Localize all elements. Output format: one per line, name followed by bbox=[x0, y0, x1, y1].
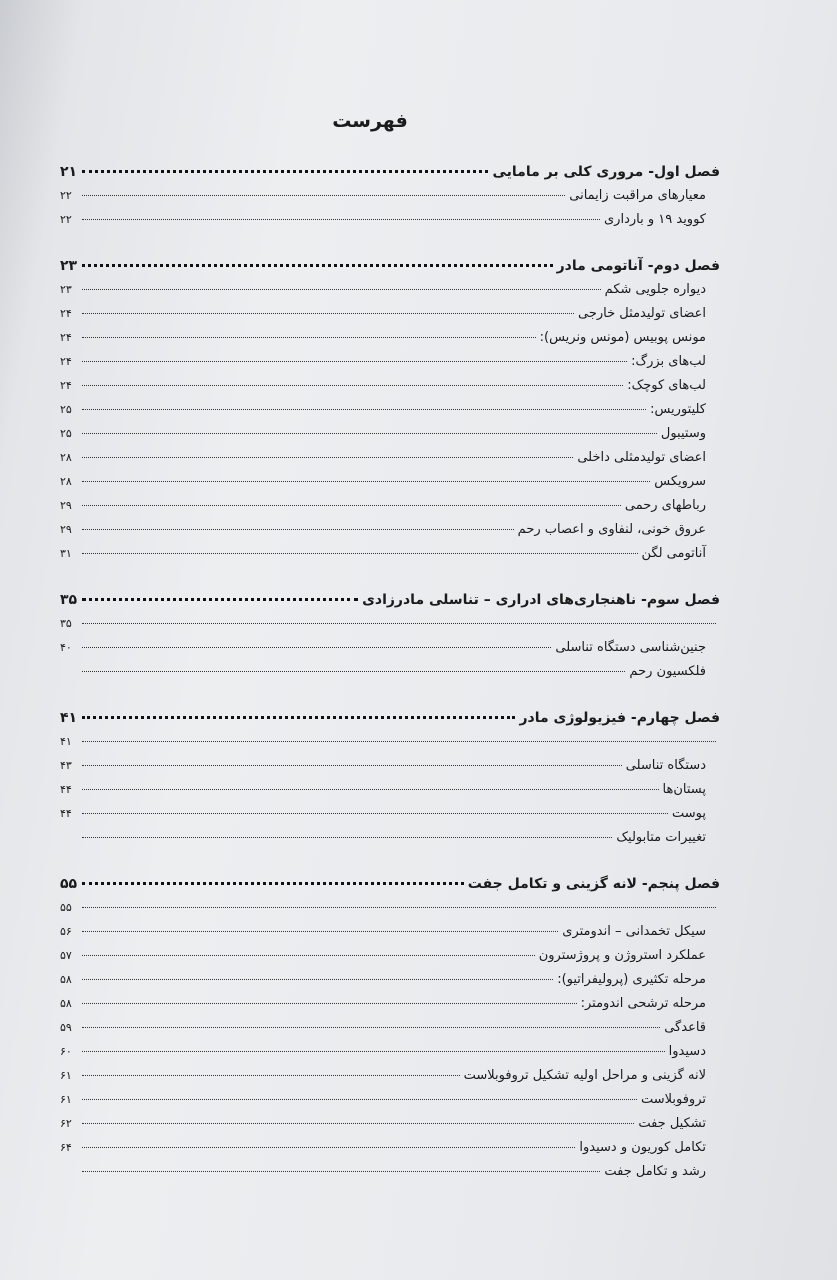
toc-entry[interactable] bbox=[60, 302, 720, 326]
dot-leader bbox=[82, 907, 716, 908]
toc-entry-label: آناتومی لگن bbox=[641, 546, 706, 561]
toc-entry-page: ۴۰ bbox=[60, 641, 72, 654]
dot-leader bbox=[82, 457, 573, 458]
toc-entry[interactable] bbox=[60, 518, 720, 542]
toc-entry-page: ۶۱ bbox=[60, 1093, 72, 1106]
chapter-heading-label: فصل سوم- ناهنجاری‌های ادراری – تناسلی مادرزادی bbox=[362, 592, 720, 608]
toc-entry[interactable] bbox=[60, 826, 720, 850]
toc-entry-label: معیارهای مراقبت زایمانی bbox=[569, 188, 706, 203]
toc-entry[interactable] bbox=[60, 1136, 720, 1160]
toc-entry-label: تکامل کوریون و دسیدوا bbox=[579, 1140, 706, 1155]
dot-leader bbox=[82, 433, 657, 434]
toc-entry[interactable] bbox=[60, 968, 720, 992]
toc-entry-label: دیواره جلویی شکم bbox=[604, 282, 706, 297]
dot-leader bbox=[82, 170, 488, 173]
dot-leader bbox=[82, 837, 612, 838]
dot-leader bbox=[82, 623, 716, 624]
dot-leader bbox=[82, 529, 514, 530]
toc-entry[interactable] bbox=[60, 374, 720, 398]
dot-leader bbox=[82, 813, 668, 814]
toc-entry[interactable] bbox=[60, 1064, 720, 1088]
toc-entry-page: ۲۲ bbox=[60, 213, 72, 226]
toc-entry-label: کووید ۱۹ و بارداری bbox=[604, 212, 706, 227]
toc-entry[interactable] bbox=[60, 1112, 720, 1136]
toc-entry-page: ۲۳ bbox=[60, 283, 72, 296]
chapter-list bbox=[60, 160, 720, 1184]
toc-entry-page: ۲۵ bbox=[60, 403, 72, 416]
chapter-page-number: ۲۳ bbox=[60, 258, 78, 274]
dot-leader bbox=[82, 955, 535, 956]
chapter-block bbox=[60, 588, 720, 684]
toc-entry[interactable] bbox=[60, 470, 720, 494]
dot-leader bbox=[82, 505, 621, 506]
toc-entry-page: ۲۴ bbox=[60, 379, 72, 392]
table-of-contents bbox=[60, 110, 720, 1206]
chapter-heading-label: فصل پنجم- لانه گزینی و تکامل جفت bbox=[467, 876, 720, 892]
toc-entry-page: ۶۱ bbox=[60, 1069, 72, 1082]
toc-entry-page: ۴۴ bbox=[60, 807, 72, 820]
toc-entry-label: تروفوبلاست bbox=[640, 1092, 706, 1107]
toc-entry-label: دستگاه تناسلی bbox=[625, 758, 706, 773]
chapter-heading[interactable] bbox=[60, 160, 720, 184]
dot-leader bbox=[82, 289, 601, 290]
dot-leader bbox=[82, 1147, 575, 1148]
toc-entry-label: پوست bbox=[672, 806, 706, 821]
dot-leader bbox=[82, 598, 358, 601]
dot-leader bbox=[82, 1003, 577, 1004]
toc-entry-label: لب‌های بزرگ: bbox=[631, 354, 706, 369]
chapter-block bbox=[60, 160, 720, 232]
dot-leader bbox=[82, 195, 565, 196]
toc-entry[interactable] bbox=[60, 896, 720, 920]
dot-leader bbox=[82, 1123, 634, 1124]
chapter-heading-label: فصل چهارم- فیزیولوژی مادر bbox=[519, 710, 720, 726]
toc-entry-label: دسیدوا bbox=[668, 1044, 706, 1059]
toc-entry-label: لب‌های کوچک: bbox=[627, 378, 706, 393]
dot-leader bbox=[82, 1027, 660, 1028]
dot-leader bbox=[82, 313, 574, 314]
toc-entry-label: کلیتوریس: bbox=[650, 402, 706, 417]
dot-leader bbox=[82, 1171, 600, 1172]
toc-entry[interactable] bbox=[60, 730, 720, 754]
chapter-heading-label: فصل دوم- آناتومی مادر bbox=[556, 258, 720, 274]
chapter-heading[interactable] bbox=[60, 254, 720, 278]
chapter-block bbox=[60, 706, 720, 850]
toc-entry-label: فلکسیون رحم bbox=[629, 664, 706, 679]
toc-entry-page: ۵۸ bbox=[60, 997, 72, 1010]
toc-entry[interactable] bbox=[60, 944, 720, 968]
toc-entry[interactable] bbox=[60, 350, 720, 374]
toc-entry[interactable] bbox=[60, 542, 720, 566]
chapter-block bbox=[60, 254, 720, 566]
toc-entry[interactable] bbox=[60, 184, 720, 208]
chapter-block bbox=[60, 872, 720, 1184]
toc-entry-page: ۳۱ bbox=[60, 547, 72, 560]
toc-entry[interactable] bbox=[60, 278, 720, 302]
toc-entry-label: تغییرات متابولیک bbox=[616, 830, 706, 845]
dot-leader bbox=[82, 409, 646, 410]
toc-entry-label: سیکل تخمدانی – اندومتری bbox=[562, 924, 706, 939]
chapter-page-number: ۲۱ bbox=[60, 164, 78, 180]
dot-leader bbox=[82, 789, 659, 790]
dot-leader bbox=[82, 1051, 665, 1052]
toc-entry-label: لانه گزینی و مراحل اولیه تشکیل تروفوبلاست bbox=[463, 1068, 706, 1083]
dot-leader bbox=[82, 219, 600, 220]
toc-entry[interactable] bbox=[60, 1040, 720, 1064]
chapter-page-number: ۵۵ bbox=[60, 876, 78, 892]
toc-entry-page: ۲۴ bbox=[60, 331, 72, 344]
toc-entry[interactable] bbox=[60, 636, 720, 660]
dot-leader bbox=[82, 264, 553, 267]
toc-entry-page: ۶۰ bbox=[60, 1045, 72, 1058]
toc-entry-page: ۵۷ bbox=[60, 949, 72, 962]
chapter-heading-label: فصل اول- مروری کلی بر مامایی bbox=[492, 164, 720, 180]
toc-entry-page: ۵۶ bbox=[60, 925, 72, 938]
toc-entry-page: ۳۵ bbox=[60, 617, 72, 630]
toc-entry-page: ۲۸ bbox=[60, 451, 72, 464]
dot-leader bbox=[82, 882, 464, 885]
toc-entry-label: مرحله تکثیری (پرولیفراتیو): bbox=[557, 972, 706, 987]
toc-entry-page: ۲۹ bbox=[60, 523, 72, 536]
toc-entry[interactable] bbox=[60, 778, 720, 802]
dot-leader bbox=[82, 1099, 637, 1100]
toc-entry-page: ۵۵ bbox=[60, 901, 72, 914]
toc-entry[interactable] bbox=[60, 398, 720, 422]
toc-entry-label: قاعدگی bbox=[664, 1020, 706, 1035]
dot-leader bbox=[82, 1075, 460, 1076]
toc-entry-page: ۴۳ bbox=[60, 759, 72, 772]
toc-entry[interactable] bbox=[60, 1016, 720, 1040]
toc-entry-page: ۲۸ bbox=[60, 475, 72, 488]
toc-entry-page: ۲۴ bbox=[60, 355, 72, 368]
page-title: فهرست bbox=[332, 110, 408, 132]
toc-entry-label: وستیبول bbox=[660, 426, 706, 441]
toc-entry-page: ۲۴ bbox=[60, 307, 72, 320]
toc-entry-label: مونس پوبیس (مونس ونریس): bbox=[539, 330, 706, 345]
dot-leader bbox=[82, 931, 558, 932]
toc-entry-label: اعضای تولیدمثل خارجی bbox=[578, 306, 706, 321]
dot-leader bbox=[82, 385, 623, 386]
dot-leader bbox=[82, 361, 627, 362]
dot-leader bbox=[82, 671, 625, 672]
chapter-page-number: ۴۱ bbox=[60, 710, 78, 726]
toc-entry-page: ۲۲ bbox=[60, 189, 72, 202]
toc-entry[interactable] bbox=[60, 494, 720, 518]
toc-entry-label: سرویکس bbox=[654, 474, 706, 489]
toc-entry-page: ۲۹ bbox=[60, 499, 72, 512]
toc-entry[interactable] bbox=[60, 612, 720, 636]
toc-entry-label: رباطهای رحمی bbox=[624, 498, 706, 513]
dot-leader bbox=[82, 741, 716, 742]
toc-entry[interactable] bbox=[60, 802, 720, 826]
toc-entry-label: پستان‌ها bbox=[662, 782, 706, 797]
toc-entry-label: رشد و تکامل جفت bbox=[604, 1164, 706, 1179]
toc-entry-label: جنین‌شناسی دستگاه تناسلی bbox=[555, 640, 706, 655]
toc-entry-page: ۲۵ bbox=[60, 427, 72, 440]
toc-entry[interactable] bbox=[60, 754, 720, 778]
toc-entry-page: ۵۸ bbox=[60, 973, 72, 986]
chapter-heading[interactable] bbox=[60, 588, 720, 612]
toc-entry[interactable] bbox=[60, 326, 720, 350]
dot-leader bbox=[82, 337, 536, 338]
toc-entry-label: عملکرد استروژن و پروژسترون bbox=[538, 948, 706, 963]
chapter-heading[interactable] bbox=[60, 872, 720, 896]
dot-leader bbox=[82, 979, 553, 980]
dot-leader bbox=[82, 553, 638, 554]
toc-entry[interactable] bbox=[60, 660, 720, 684]
toc-entry-page: ۶۲ bbox=[60, 1117, 72, 1130]
toc-entry-page: ۴۱ bbox=[60, 735, 72, 748]
dot-leader bbox=[82, 647, 551, 648]
toc-entry-label: اعضای تولیدمثلی داخلی bbox=[577, 450, 706, 465]
toc-entry-label: تشکیل جفت bbox=[638, 1116, 706, 1131]
toc-entry[interactable] bbox=[60, 920, 720, 944]
toc-entry[interactable] bbox=[60, 208, 720, 232]
toc-entry[interactable] bbox=[60, 446, 720, 470]
toc-entry-label: مرحله ترشحی اندومتر: bbox=[580, 996, 706, 1011]
toc-entry[interactable] bbox=[60, 422, 720, 446]
chapter-heading[interactable] bbox=[60, 706, 720, 730]
toc-entry-page: ۵۹ bbox=[60, 1021, 72, 1034]
toc-entry-label: عروق خونی، لنفاوی و اعصاب رحم bbox=[517, 522, 706, 537]
dot-leader bbox=[82, 765, 622, 766]
dot-leader bbox=[82, 481, 650, 482]
toc-entry[interactable] bbox=[60, 1160, 720, 1184]
toc-entry-page: ۶۴ bbox=[60, 1141, 72, 1154]
toc-entry[interactable] bbox=[60, 1088, 720, 1112]
chapter-page-number: ۳۵ bbox=[60, 592, 78, 608]
dot-leader bbox=[82, 716, 515, 719]
toc-entry-page: ۴۴ bbox=[60, 783, 72, 796]
toc-entry[interactable] bbox=[60, 992, 720, 1016]
